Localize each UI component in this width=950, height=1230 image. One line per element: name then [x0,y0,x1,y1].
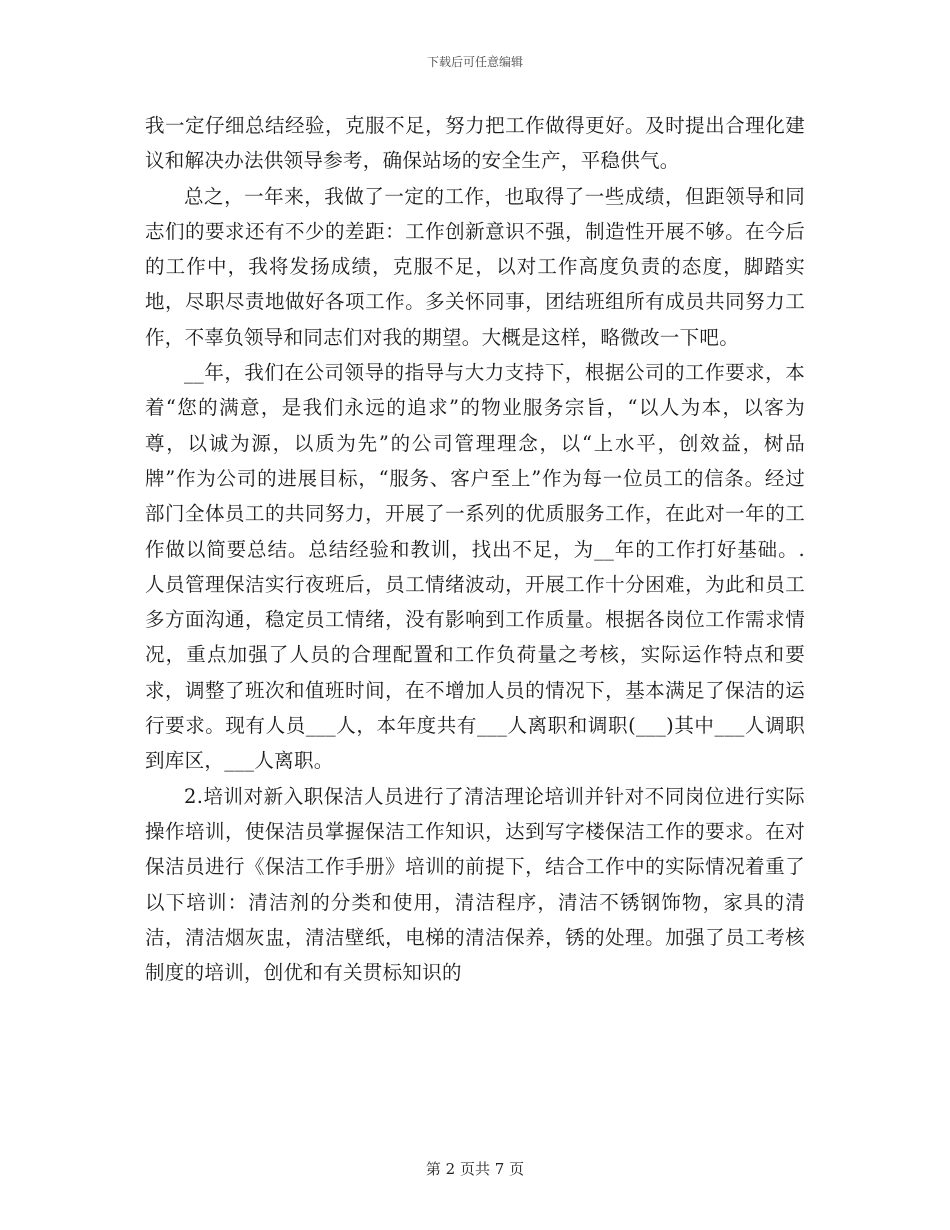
paragraph-2: 总之，一年来，我做了一定的工作，也取得了一些成绩，但距领导和同志们的要求还有不少的差距：工作创新意识不强，制造性开展不够。在今后的工作中，我将发扬成绩，克服不足，以对工作高度负责的态度，脚踏实地，尽职尽责地做好各项工作。多关怀同事，团结班组所有成员共同努力工作，不辜负领导和同志们对我的期望。大概是这样，略微改一下吧。 [145,184,805,349]
document-body [145,108,805,990]
paragraph-4: 2.培训对新入职保洁人员进行了清洁理论培训并针对不同岗位进行实际操作培训，使保洁员掌握保洁工作知识，达到写字楼保洁工作的要求。在对保洁员进行《保洁工作手册》培训的前提下，结合工作中的实际情况着重了以下培训：清洁剂的分类和使用，清洁程序，清洁不锈钢饰物，家具的清洁，清洁烟灰盅，清洁壁纸，电梯的清洁保养，锈的处理。加强了员工考核制度的培训，创优和有关贯标知识的 [145,784,805,985]
page-header [0,53,950,70]
paragraph-1: 我一定仔细总结经验，克服不足，努力把工作做得更好。及时提出合理化建议和解决办法供领导参考，确保站场的安全生产，平稳供气。 [145,114,805,173]
header-text: 下载后可任意编辑 [426,55,523,69]
paragraph-3: __年，我们在公司领导的指导与大力支持下，根据公司的工作要求，本着“您的满意，是我们永远的追求”的物业服务宗旨，“以人为本，以客为尊，以诚为源，以质为先”的公司管理理念，以“上水平，创效益，树品牌”作为公司的进展目标，“服务、客户至上”作为每一位员工的信条。经过部门全体员工的共同努力，开展了一系列的优质服务工作，在此对一年的工作做以简要总结。总结经验和教训，找出不足，为__年的工作打好基础。.人员管理保洁实行夜班后，员工情绪波动，开展工作十分困难，为此和员工多方面沟通，稳定员工情绪，没有影响到工作质量。根据各岗位工作需求情况，重点加强了人员的合理配置和工作负荷量之考核，实际运作特点和要求，调整了班次和值班时间，在不增加人员的情况下，基本满足了保洁的运行要求。现有人员___人，本年度共有___人离职和调职(___)其中___人调职到库区，___人离职。 [145,361,805,773]
page-number: 第 2 页共 7 页 [425,1160,525,1178]
page-footer [0,1158,950,1179]
